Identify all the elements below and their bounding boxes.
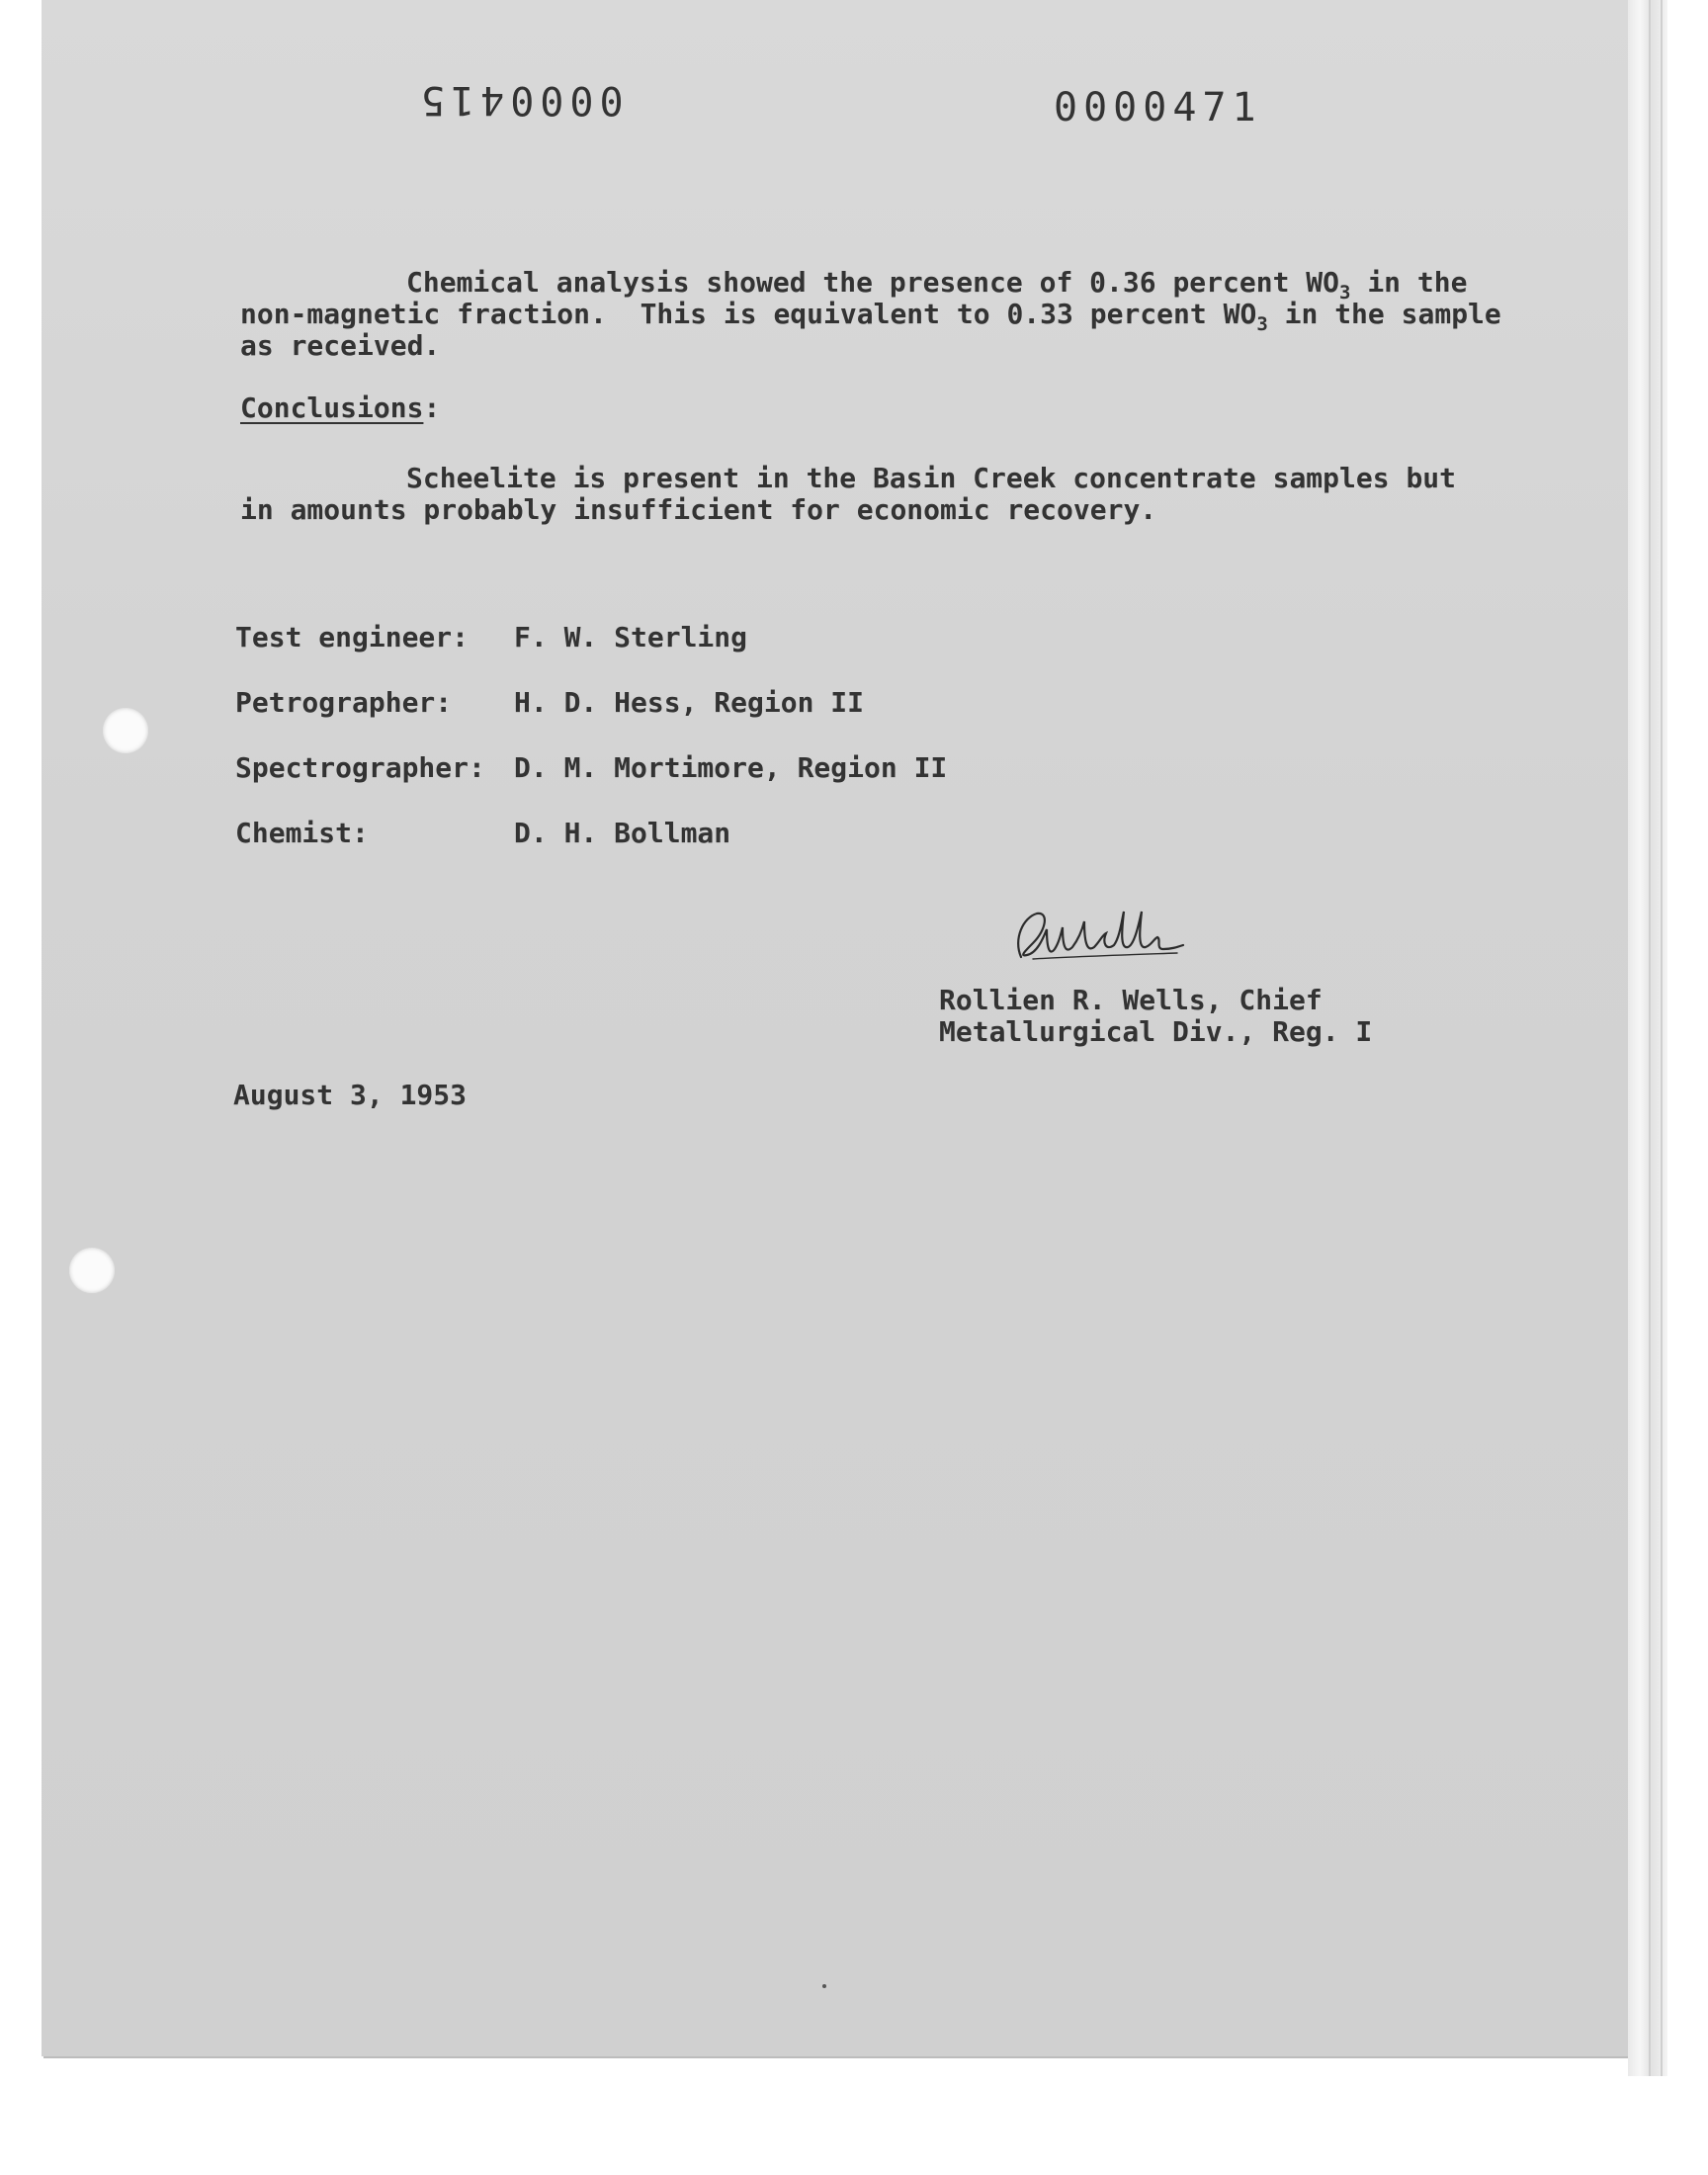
credit-label: Chemist: bbox=[235, 817, 369, 849]
credit-value: D. M. Mortimore, Region II bbox=[514, 751, 948, 784]
analysis-line-2: non-magnetic fraction. This is equivalent to 0.33 percent $WO_3$ in the sample bbox=[240, 298, 1501, 335]
conclusions-heading-text: Conclusions bbox=[240, 392, 424, 424]
page-edge-line bbox=[1661, 0, 1663, 2076]
analysis-paragraph bbox=[240, 267, 1505, 362]
signatory-name: Rollien R. Wells, Chief bbox=[939, 984, 1323, 1016]
conclusions-heading: Conclusions: bbox=[240, 392, 441, 424]
page-edge-line bbox=[1649, 0, 1651, 2076]
signature-block bbox=[939, 985, 1372, 1048]
handwritten-signature bbox=[1003, 900, 1191, 979]
credit-label: Petrographer: bbox=[235, 686, 453, 719]
conclusions-paragraph bbox=[240, 463, 1505, 526]
analysis-line-3: as received. bbox=[240, 329, 441, 362]
credit-row bbox=[235, 751, 947, 817]
punch-hole bbox=[103, 708, 148, 753]
signatory-title: Metallurgical Div., Reg. I bbox=[939, 1015, 1373, 1048]
credit-label: Spectrographer: bbox=[235, 751, 485, 784]
credits-list bbox=[235, 621, 947, 882]
credit-value: D. H. Bollman bbox=[514, 817, 731, 849]
credit-label: Test engineer: bbox=[235, 621, 470, 653]
credit-value: F. W. Sterling bbox=[514, 621, 748, 653]
analysis-line-1: Chemical analysis showed the presence of 0.36 percent $WO_3$ in the bbox=[406, 266, 1468, 304]
document-number-stamp-inverted: 0000415 bbox=[415, 77, 624, 123]
credit-row bbox=[235, 621, 947, 686]
speck bbox=[822, 1984, 826, 1988]
conclusions-line-1: Scheelite is present in the Basin Creek concentrate samples but bbox=[406, 462, 1457, 494]
punch-hole bbox=[69, 1248, 115, 1293]
credit-row bbox=[235, 686, 947, 751]
document-date: August 3, 1953 bbox=[233, 1079, 468, 1111]
credit-row bbox=[235, 817, 947, 882]
credit-value: H. D. Hess, Region II bbox=[514, 686, 865, 719]
document-number-stamp: 0000471 bbox=[1054, 85, 1262, 130]
conclusions-line-2: in amounts probably insufficient for economic recovery. bbox=[240, 493, 1157, 526]
